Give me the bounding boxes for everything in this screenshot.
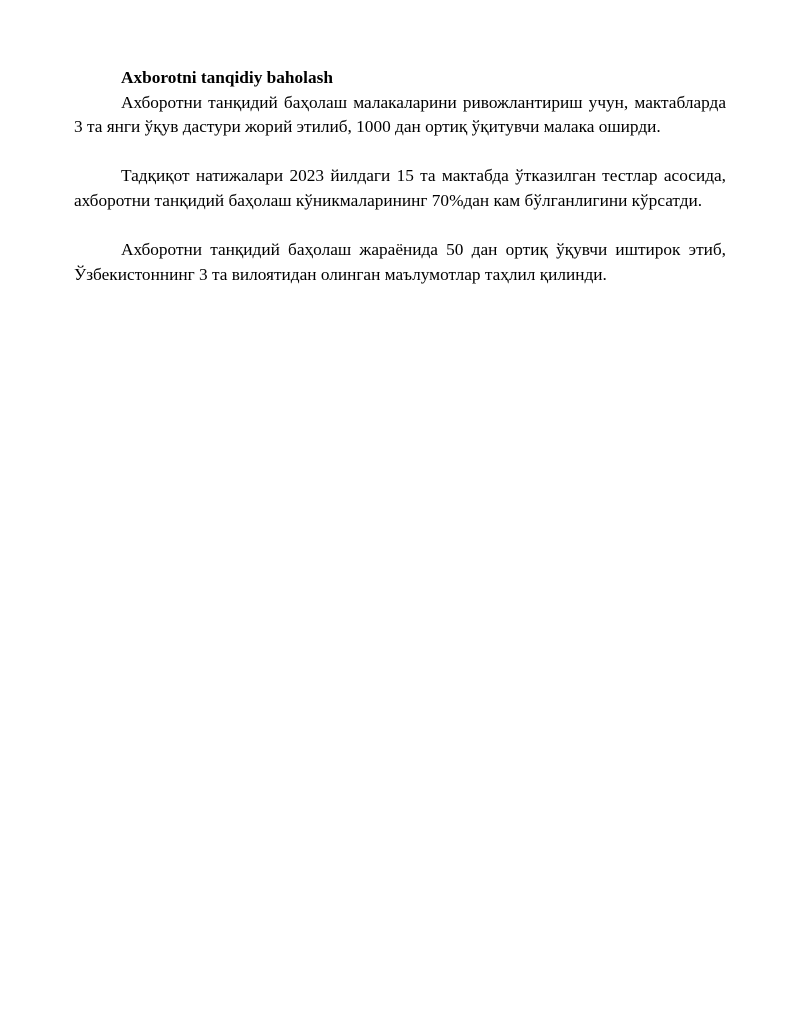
paragraph-2: Тадқиқот натижалари 2023 йилдаги 15 та мактабда ўтказилган тестлар асосида, ахборотни танқидий баҳолаш кўникмаларининг 70%дан кам бўлганлигини кўрсатди.: [74, 166, 726, 210]
paragraph-1: Ахборотни танқидий баҳолаш малакаларини ривожлантириш учун, мактабларда 3 та янги ўқув дастури жорий этилиб, 1000 дан ортиқ ўқитувчи малака оширди.: [74, 92, 726, 137]
section-heading: Axborotni tanqidiy baholash: [121, 68, 333, 87]
paragraph-3: Ахборотни танқидий баҳолаш жараёнида 50 дан ортиқ ўқувчи иштирок этиб, Ўзбекистоннинг 3 та вилоятидан олинган маълумотлар таҳлил қилинди.: [74, 240, 726, 284]
document-body: [74, 66, 726, 287]
